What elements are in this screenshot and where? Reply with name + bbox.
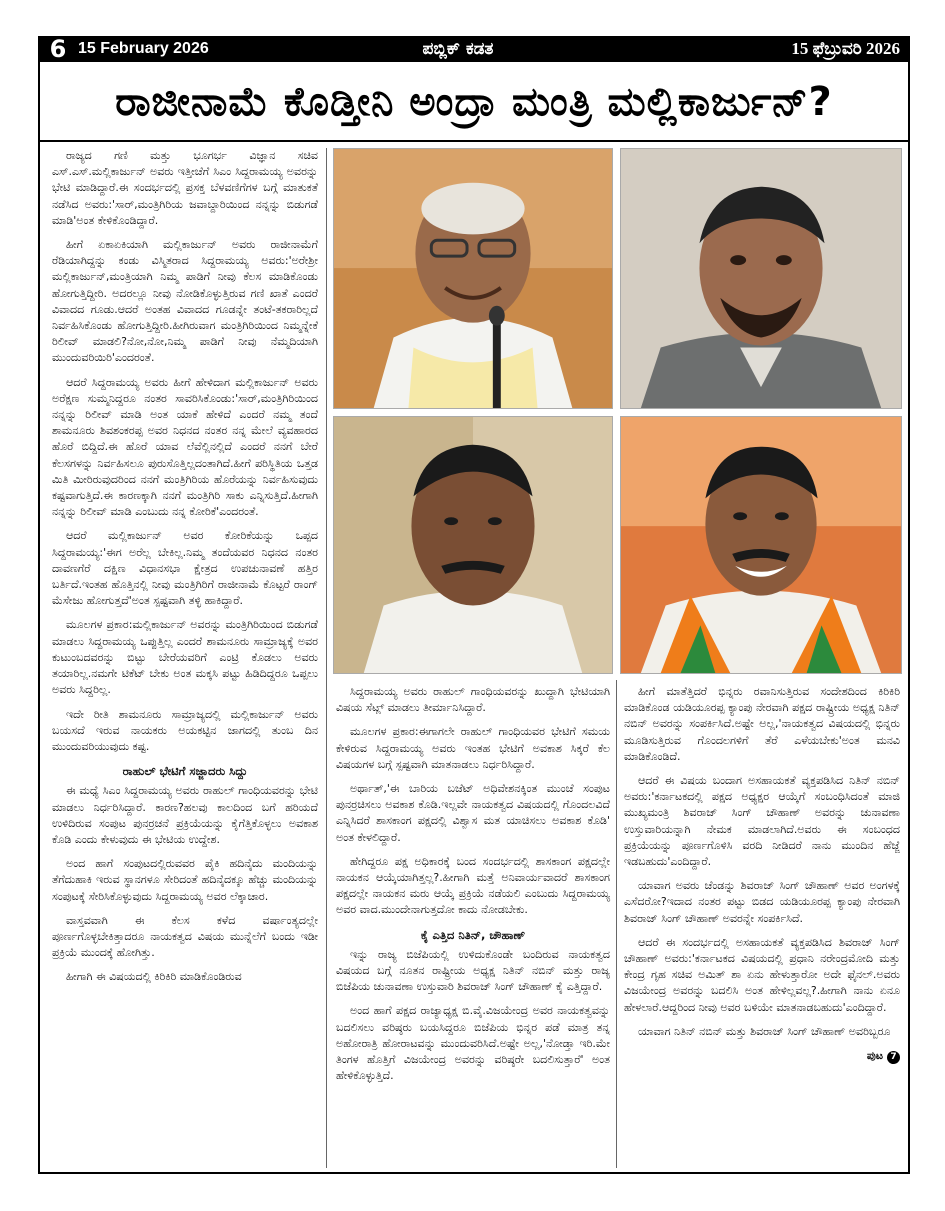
date-kannada: 15 ಫೆಬ್ರುವರಿ 2026: [791, 39, 900, 58]
paragraph: ಈ ಮಧ್ಯೆ ಸಿಎಂ ಸಿದ್ದರಾಮಯ್ಯ ಅವರು ರಾಹುಲ್ ಗಾಂಧಿಯವರನ್ನು ಭೇಟಿ ಮಾಡಲು ನಿರ್ಧರಿಸಿದ್ದಾರೆ. ಕಾರಣ?ಹಲವು ಕಾಲದಿಂದ ಬಗೆ ಹರಿಯದೆ ಉಳಿದಿರುವ ಸಂಪುಟ ಪುನರ್ರಚನೆ ಪ್ರಕ್ರಿಯೆಯನ್ನು ಕೈಗೆತ್ತಿಕೊಳ್ಳಲು ಅವಕಾಶ ಕೊಡಿ ಎಂದು ಕೇಳುವುದು ಈ ಭೇಟಿಯ ಉದ್ದೇಶ.: [52, 784, 318, 846]
photo-mallikarjun: [620, 148, 902, 409]
article-column-1: [52, 148, 318, 1168]
paragraph: ಹೀಗೆ ಮಾತೆತ್ತಿದರೆ ಭಿನ್ನರು ರವಾನಿಸುತ್ತಿರುವ ಸಂದೇಶದಿಂದ ಕಿರಿಕಿರಿ ಮಾಡಿಕೊಂಡ ಯಡಿಯೂರಪ್ಪ ಕ್ಯಾಂಪು ನೇರವಾಗಿ ಪಕ್ಷದ ರಾಷ್ಟ್ರೀಯ ಅಧ್ಯಕ್ಷ ನಿತಿನ್ ನಬಿನ್ ಅವರನ್ನು ಸಂಪರ್ಕಿಸಿದೆ.ಅಷ್ಟೇ ಅಲ್ಲ,'ನಾಯಕತ್ವದ ವಿಷಯದಲ್ಲಿ ಭಿನ್ನರು ಮೂಡಿಸುತ್ತಿರುವ ಗೊಂದಲಗಳಿಗೆ ತೆರೆ ಎಳೆಯಬೇಕು'ಅಂತ ಮನವಿ ಮಾಡಿಕೊಂಡಿದೆ.: [624, 685, 900, 763]
paragraph: ಇನ್ನು ರಾಜ್ಯ ಬಿಜೆಪಿಯಲ್ಲಿ ಉಳಿದುಕೊಂಡೇ ಬಂದಿರುವ ನಾಯಕತ್ವದ ವಿಷಯದ ಬಗ್ಗೆ ನೂತನ ರಾಷ್ಟ್ರೀಯ ಅಧ್ಯಕ್ಷ ನಿತಿನ್ ನಬಿನ್ ಮತ್ತು ರಾಜ್ಯ ಬಿಜೆಪಿಯ ಚುನಾವಣಾ ಉಸ್ತುವಾರಿ ಶಿವರಾಜ್ ಸಿಂಗ್ ಚೌಹಾಣ್ ಕೈ ಎತ್ತಿದ್ದಾರೆ.: [336, 947, 610, 994]
paragraph: ಅಂದ ಹಾಗೆ ಪಕ್ಷದ ರಾಜ್ಯಾಧ್ಯಕ್ಷ ಬಿ.ವೈ.ವಿಜಯೇಂದ್ರ ಅವರ ನಾಯಕತ್ವವನ್ನು ಬದಲಿಸಲು ವರಿಷ್ಠರು ಬಯಸಿದ್ದರೂ ಬಿಜೆಪಿಯ ಭಿನ್ನರ ಪಡೆ ಮಾತ್ರ ತನ್ನ ಅಹೋರಾತ್ರಿ ಹೋರಾಟವನ್ನು ಮುಂದುವರಿಸಿದೆ.ಅಷ್ಟೇ ಅಲ್ಲ,'ನೋಡ್ತಾ ಇರಿ.ಮೇ ತಿಂಗಳ ಹೊತ್ತಿಗೆ ವಿಜಯೇಂದ್ರ ಅವರನ್ನು ವರಿಷ್ಠರೇ ಬದಲಿಸುತ್ತಾರೆ' ಅಂತ ಹೇಳಿಕೊಳ್ಳುತ್ತಿದೆ.: [336, 1004, 610, 1083]
paragraph: ಮೂಲಗಳ ಪ್ರಕಾರ:ಈಗಾಗಲೇ ರಾಹುಲ್ ಗಾಂಧಿಯವರ ಭೇಟಿಗೆ ಸಮಯ ಕೇಳಿರುವ ಸಿದ್ದರಾಮಯ್ಯ ಅವರು ಇಂತಹ ಭೇಟಿಗೆ ಅವಕಾಶ ಸಿಕ್ಕರೆ ಕೆಲ ವಿಷಯಗಳ ಬಗ್ಗೆ ಸ್ಪಷ್ಟವಾಗಿ ಮಾತನಾಡಲು ನಿರ್ಧರಿಸಿದ್ದಾರೆ.: [336, 725, 610, 771]
photo-kumaraswamy: [333, 416, 613, 674]
paragraph: ಅರ್ಥಾತ್,'ಈ ಬಾರಿಯ ಬಜೆಟ್ ಅಧಿವೇಶನಕ್ಕಿಂತ ಮುಂಚೆ ಸಂಪುಟ ಪುನರ್ರಚಿಸಲು ಅವಕಾಶ ಕೊಡಿ.ಇಲ್ಲವೇ ನಾಯಕತ್ವದ ವಿಷಯದಲ್ಲಿ ಗೊಂದಲವಿದೆ ಎನ್ನಿಸಿದರೆ ಶಾಸಕಾಂಗ ಪಕ್ಷದಲ್ಲಿ ವಿಶ್ವಾಸ ಮತ ಯಾಚಿಸಲು ಅವಕಾಶ ಕೊಡಿ' ಅಂತ ಕೇಳಲಿದ್ದಾರೆ.: [336, 782, 610, 844]
paragraph: ಆದರೆ ಈ ಸಂದರ್ಭದಲ್ಲಿ ಅಸಹಾಯಕತೆ ವ್ಯಕ್ತಪಡಿಸಿದ ಶಿವರಾಜ್ ಸಿಂಗ್ ಚೌಹಾಣ್ ಅವರು:'ಕರ್ನಾಟಕದ ವಿಷಯದಲ್ಲಿ ಪ್ರಧಾನಿ ನರೇಂದ್ರಮೋದಿ ಮತ್ತು ಕೇಂದ್ರ ಗೃಹ ಸಚಿವ ಅಮಿತ್ ಶಾ ಏನು ಹೇಳುತ್ತಾರೋ ಅದೇ ಫೈನಲ್.ಅವರು ವಿಜಯೇಂದ್ರ ಅವರನ್ನು ಬದಲಿಸಿ ಅಂತ ಹೇಳಿಲ್ಲವಲ್ಲ?.ಹೀಗಾಗಿ ನಾನು ಏನೂ ಹೇಳಲಾರೆ.ಆದ್ದರಿಂದ ನೀವು ಅವರ ಬಳಿಯೇ ಮಾತನಾಡಬಹುದು'ಎಂದಿದ್ದಾರೆ.: [624, 935, 900, 1014]
paragraph: ಹೇಗಿದ್ದರೂ ಪಕ್ಷ ಅಧಿಕಾರಕ್ಕೆ ಬಂದ ಸಂದರ್ಭದಲ್ಲಿ ಶಾಸಕಾಂಗ ಪಕ್ಷದಲ್ಲೇ ನಾಯಕನ ಆಯ್ಕೆಯಾಗಿತ್ತಲ್ಲ?.ಹೀಗಾಗಿ ಮತ್ತೆ ಅನಿವಾರ್ಯವಾದರೆ ಶಾಸಕಾಂಗ ಪಕ್ಷದಲ್ಲೇ ನಾಯಕನ ಮರು ಆಯ್ಕೆ ಪ್ರಕ್ರಿಯೆ ನಡೆಯಲಿ ಎಂಬುದು ಸಿದ್ದರಾಮಯ್ಯ ಅವರ ವಾದ.ಮುಂದೇನಾಗುತ್ತದೋ ಕಾದು ನೋಡಬೇಕು.: [336, 854, 610, 917]
continued-marker[interactable]: [867, 1048, 900, 1064]
paragraph: ಆದರೆ ಮಲ್ಲಿಕಾರ್ಜುನ್ ಅವರ ಕೋರಿಕೆಯನ್ನು ಒಪ್ಪದ ಸಿದ್ದರಾಮಯ್ಯ:'ಈಗ ಅರೆಲ್ಲ ಬೇಕಿಲ್ಲ.ನಿಮ್ಮ ತಂದೆಯವರ ನಿಧನದ ನಂತರ ದಾವಣಗೆರೆ ದಕ್ಷಿಣ ವಿಧಾನಸಭಾ ಕ್ಷೇತ್ರದ ಉಪಚುನಾವಣೆ ಹತ್ತಿರ ಬರ್ತಿದೆ.ಇಂತಹ ಹೊತ್ತಿನಲ್ಲಿ ನೀವು ಮಂತ್ರಿಗಿರಿಗೆ ರಾಜೀನಾಮೆ ಕೊಟ್ಟರೆ ರಾಂಗ್ ಮೆಸೇಜು ಹೋಗುತ್ತದೆ'ಅಂತ ಸ್ಪಷ್ಟವಾಗಿ ತಳ್ಳಿ ಹಾಕಿದ್ದಾರೆ.: [52, 529, 318, 608]
paragraph: ಆದರೆ ಸಿದ್ದರಾಮಯ್ಯ ಅವರು ಹೀಗೆ ಹೇಳಿದಾಗ ಮಲ್ಲಿಕಾರ್ಜುನ್ ಅವರು ಅರೆಕ್ಷಣ ಸುಮ್ಮನಿದ್ದರೂ ನಂತರ ಸಾವರಿಸಿಕೊಂಡು:'ಸಾರ್,ಮಂತ್ರಿಗಿರಿಯಿಂದ ನನ್ನನ್ನು ರಿಲೀವ್ ಮಾಡಿ ಅಂತ ಯಾಕೆ ಹೇಳಿದೆ ಎಂದರೆ ನಮ್ಮ ತಂದೆ ಶಾಮನೂರು ಶಿವಶಂಕರಪ್ಪ ಅವರ ನಿಧನದ ನಂತರ ನನ್ನ ಮೇಲೆ ವ್ಯವಹಾರದ ಹೊರೆ ಬಿದ್ದಿದೆ.ಈ ಹೊರೆ ಯಾವ ಲೆವೆಲ್ಲಿನಲ್ಲಿದೆ ಎಂದರೆ ನನಗೆ ಬೇರೆ ಕೆಲಸಗಳನ್ನು ನಿರ್ವಹಿಸಲೂ ಪುರುಸೊತ್ತಿಲ್ಲದಂತಾಗಿದೆ.ಹೀಗೆ ಪರಿಸ್ಥಿತಿಯ ಒತ್ತಡ ಮಿತಿ ಮೀರಿರುವುದರಿಂದ ನನಗೆ ಮಂತ್ರಿಗಿರಿಯ ಹೊರೆಯನ್ನು ನಿರ್ವಹಿಸುವುದು ಕಷ್ಟವಾಗುತ್ತಿದೆ.ಈ ಕಾರಣಕ್ಕಾಗಿ ನನಗೆ ಮಂತ್ರಿಗಿರಿ ಸಾಕು ಎನ್ನಿಸುತ್ತಿದೆ.ಹೀಗಾಗಿ ನನ್ನನ್ನು ರಿಲೀವ್ ಮಾಡಿ ಎಂಬುದು ನನ್ನ ಕೋರಿಕೆ'ಎಂದರಂತೆ.: [52, 375, 318, 519]
photo-siddaramaiah: [333, 148, 613, 409]
subheading: ರಾಹುಲ್ ಭೇಟಿಗೆ ಸಜ್ಜಾದರು ಸಿದ್ದು: [122, 764, 248, 779]
paragraph: ಹೀಗಾಗಿ ಈ ವಿಷಯದಲ್ಲಿ ಕಿರಿಕಿರಿ ಮಾಡಿಕೊಂಡಿರುವ: [66, 970, 242, 984]
paragraph: ಇದೇ ರೀತಿ ಶಾಮನೂರು ಸಾಮ್ರಾಜ್ಯದಲ್ಲಿ ಮಲ್ಲಿಕಾರ್ಜುನ್ ಅವರು ಬಯಸದೆ ಇರುವ ನಾಯಕರು ಅಯಕಟ್ಟಿನ ಜಾಗದಲ್ಲಿ ತುಂಬ ದಿನ ಮುಂದುವರಿಯುವುದು ಕಷ್ಟ.: [52, 707, 318, 753]
paragraph: ವಾಸ್ತವವಾಗಿ ಈ ಕೆಲಸ ಕಳೆದ ವರ್ಷಾಂತ್ಯದಲ್ಲೇ ಪೂರ್ಣಗೊಳ್ಳಬೇಕಿತ್ತಾದರೂ ನಾಯಕತ್ವದ ವಿಷಯ ಮುನ್ನೆಲೆಗೆ ಬಂದು ಇಡೀ ಪ್ರಕ್ರಿಯೆ ಮುಂದಕ್ಕೆ ಹೋಗಿತ್ತು.: [52, 913, 318, 960]
paragraph: ಆದರೆ ಈ ವಿಷಯ ಬಂದಾಗ ಅಸಹಾಯಕತೆ ವ್ಯಕ್ತಪಡಿಸಿದ ನಿತಿನ್ ನಬಿನ್ ಅವರು:'ಕರ್ನಾಟಕದಲ್ಲಿ ಪಕ್ಷದ ಅಧ್ಯಕ್ಷರ ಆಯ್ಕೆಗೆ ಸಂಬಂಧಿಸಿದಂತೆ ಮಾಜಿ ಮುಖ್ಯಮಂತ್ರಿ ಶಿವರಾಜ್ ಸಿಂಗ್ ಚೌಹಾಣ್ ಅವರನ್ನು ಚುನಾವಣಾ ಉಸ್ತುವಾರಿಯನ್ನಾಗಿ ನೇಮಕ ಮಾಡಲಾಗಿದೆ.ಅವರು ಈ ಸಂಬಂಧದ ಪ್ರಕ್ರಿಯೆಯನ್ನು ಪೂರ್ಣಗೊಳಿಸಿ ವರದಿ ನೀಡಿದರೆ ನಾನು ಮುಂದಿನ ಹೆಜ್ಜೆ ಇಡಬಹುದು'ಎಂದಿದ್ದಾರೆ.: [624, 774, 900, 869]
paragraph: ಯಾವಾಗ ಅವರು ಚೆಂಡನ್ನು ಶಿವರಾಜ್ ಸಿಂಗ್ ಚೌಹಾಣ್ ಅವರ ಅಂಗಳಕ್ಕೆ ಎಸೆದರೋ?ಇದಾದ ನಂತರ ಪಟ್ಟು ಬಿಡದ ಯಡಿಯೂರಪ್ಪ ಕ್ಯಾಂಪು ನೇರವಾಗಿ ಶಿವರಾಜ್ ಸಿಂಗ್ ಚೌಹಾಣ್ ಅವರನ್ನೇ ಸಂಪರ್ಕಿಸಿದೆ.: [624, 879, 900, 925]
date-english: 15 February 2026: [78, 40, 209, 57]
paragraph: ಅಂದ ಹಾಗೆ ಸಂಪುಟದಲ್ಲಿರುವವರ ಪೈಕಿ ಹದಿನೈದು ಮಂದಿಯನ್ನು ತೆಗೆದುಹಾಕಿ ಇರುವ ಸ್ಥಾನಗಳೂ ಸೇರಿದಂತೆ ಹದಿನೈದಕ್ಕೂ ಹೆಚ್ಚು ಮಂದಿಯನ್ನು ಸಂಪುಟಕ್ಕೆ ಸೇರಿಸಿಕೊಳ್ಳುವುದು ಸಿದ್ದರಾಮಯ್ಯ ಅವರ ಲೆಕ್ಕಾಚಾರ.: [52, 857, 318, 903]
headline: ರಾಜೀನಾಮೆ ಕೊಡ್ತೀನಿ ಅಂದ್ರಾ ಮಂತ್ರಿ ಮಲ್ಲಿಕಾರ್ಜುನ್?: [40, 64, 908, 142]
paper-name: ಪಬ್ಲಿಕ್ ಕಡತ: [422, 39, 494, 59]
paragraph: ರಾಜ್ಯದ ಗಣಿ ಮತ್ತು ಭೂಗರ್ಭ ವಿಜ್ಞಾನ ಸಚಿವ ಎಸ್.ಎಸ್.ಮಲ್ಲಿಕಾರ್ಜುನ್ ಅವರು ಇತ್ತೀಚೆಗೆ ಸಿಎಂ ಸಿದ್ದರಾಮಯ್ಯ ಅವರನ್ನು ಭೇಟಿ ಮಾಡಿದ್ದಾರೆ.ಈ ಸಂದರ್ಭದಲ್ಲಿ ಪ್ರಸಕ್ತ ಬೆಳವಣಿಗೆಗಳ ಬಗ್ಗೆ ಮಾತುಕತೆ ನಡೆಸಿದ ಅವರು:'ಸಾರ್,ಮಂತ್ರಿಗಿರಿಯ ಜವಾಬ್ದಾರಿಯಿಂದ ನನ್ನನ್ನು ಬಿಡುಗಡೆ ಮಾಡಿ'ಅಂತ ಕೇಳಿಕೊಂಡಿದ್ದಾರೆ.: [52, 149, 318, 227]
masthead: [38, 36, 910, 62]
column-rule: [326, 148, 327, 1168]
paragraph: ಹೀಗೆ ಏಕಾಏಕಿಯಾಗಿ ಮಲ್ಲಿಕಾರ್ಜುನ್ ಅವರು ರಾಜೀನಾಮೆಗೆ ರೆಡಿಯಾಗಿದ್ದನ್ನು ಕಂಡು ವಿಸ್ಮಿತರಾದ ಸಿದ್ದರಾಮಯ್ಯ ಅವರು:'ಅರೇಶ್ರೀ ಮಲ್ಲಿಕಾರ್ಜುನ್,ಮಂತ್ರಿಯಾಗಿ ನಿಮ್ಮ ಪಾಡಿಗೆ ನೀವು ಕೆಲಸ ಮಾಡಿಕೊಂಡು ಹೋಗುತ್ತಿದ್ದೀರಿ. ಅದರಲ್ಲೂ ನೀವು ನೋಡಿಕೊಳ್ಳುತ್ತಿರುವ ಗಣಿ ಖಾತೆ ಎಂದರೆ ವಿವಾದದ ಗೂಡು.ಆದರೆ ಅಂತಹ ವಿವಾದದ ಗೂಡನ್ನೇ ತಂಟೆ-ತಕರಾರಿಲ್ಲದೆ ನಿರ್ವಹಿಸಿಕೊಂಡು ಹೋಗುತ್ತಿದ್ದೀರಿ.ಹೀಗಿರುವಾಗ ಮಂತ್ರಿಗಿರಿಯಿಂದ ನಿಮ್ಮನ್ನೇಕೆ ರಿಲೀವ್ ಮಾಡಲಿ?ನೋ,ನೋ,ನಿಮ್ಮ ಪಾಡಿಗೆ ನೀವು ನೆಮ್ಮದಿಯಾಗಿ ಮುಂದುವರಿಯಿರಿ'ಎಂದರಂತೆ.: [52, 238, 318, 365]
continued-page-number: 7: [887, 1051, 900, 1064]
column-rule: [616, 680, 617, 1168]
paragraph: ಮೂಲಗಳ ಪ್ರಕಾರ:ಮಲ್ಲಿಕಾರ್ಜುನ್ ಅವರನ್ನು ಮಂತ್ರಿಗಿರಿಯಿಂದ ಬಿಡುಗಡೆ ಮಾಡಲು ಸಿದ್ದರಾಮಯ್ಯ ಒಪ್ಪುತ್ತಿಲ್ಲ ಎಂದರೆ ಶಾಮನೂರು ಸಾಮ್ರಾಜ್ಯಕ್ಕೆ ಅವರ ಕುಟುಂಬದವರನ್ನು ಬಿಟ್ಟು ಬೇರೆಯವರಿಗೆ ಎಂಟ್ರಿ ಕೊಡಲು ಅವರು ತಯಾರಿಲ್ಲ.ನಮಗೇ ಟಿಕೆಟ್ ಬೇಕು ಅಂತ ಮಕ್ಕಸಿ ಪಟ್ಟು ಹಿಡಿದಿದ್ದರೂ ಒಪ್ಪಲು ಅವರು ಸಿದ್ದರಿಲ್ಲ.: [52, 618, 318, 697]
paragraph: ಸಿದ್ದರಾಮಯ್ಯ ಅವರು ರಾಹುಲ್ ಗಾಂಧಿಯವರನ್ನು ಖುದ್ದಾಗಿ ಭೇಟಿಯಾಗಿ ವಿಷಯ ಸೆಟ್ಲ್ ಮಾಡಲು ತೀರ್ಮಾನಿಸಿದ್ದಾರೆ.: [336, 685, 610, 715]
continued-label: ಪುಟ: [866, 1049, 883, 1063]
page-number: 6: [49, 35, 67, 63]
subheading: ಕೈ ಎತ್ತಿದ ನಿತಿನ್, ಚೌಹಾಣ್: [420, 927, 526, 942]
article-column-2: [336, 684, 610, 1168]
paragraph: ಯಾವಾಗ ನಿತಿನ್ ನಬಿನ್ ಮತ್ತು ಶಿವರಾಜ್ ಸಿಂಗ್ ಚೌಹಾಣ್ ಅವರಿಬ್ಬರೂ: [638, 1024, 891, 1038]
article-column-3: [624, 684, 900, 1168]
photo-vijayendra: [620, 416, 902, 674]
